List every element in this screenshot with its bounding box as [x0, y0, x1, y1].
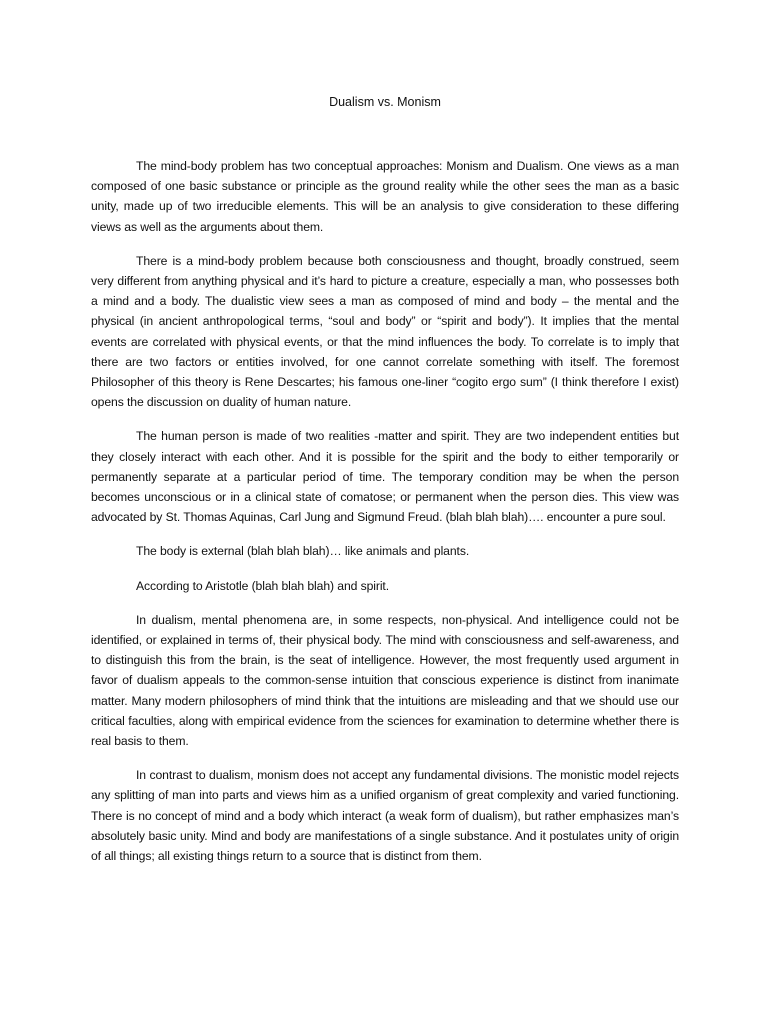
paragraph-dualism: In dualism, mental phenomena are, in some respects, non-physical. And intelligence could not be identified, or explained in terms of, their physical body. The mind with consciousness and self-awareness, and to distinguish this from the brain, is the seat of intelligence. However, the most frequently used argument in favor of dualism appeals to the common-sense intuition that conscious experience is distinct from inanimate matter. Many modern philosophers of mind think that the intuitions are misleading and that we should use our critical faculties, along with empirical evidence from the sciences for examination to determine whether there is real basis to them.	[91, 612, 679, 749]
paragraph-mind-body-problem: There is a mind-body problem because both consciousness and thought, broadly construed, seem very different from anything physical and it’s hard to picture a creature, especially a man, who possesses both a mind and a body. The dualistic view sees a man as composed of mind and body – the mental and the physical (in ancient anthropological terms, “soul and body” or “spirit and body”). It implies that the mental events are correlated with physical events, or that the mind influences the body. To correlate is to imply that there are two factors or entities involved, for one cannot correlate something with itself. The foremost Philosopher of this theory is Rene Descartes; his famous one-liner “cogito ergo sum” (I think therefore I exist) opens the discussion on duality of human nature.	[91, 253, 679, 410]
paragraph-intro: The mind-body problem has two conceptual approaches: Monism and Dualism. One views as a man composed of one basic substance or principle as the ground reality while the other sees the man as a basic unity, made up of two irreducible elements. This will be an analysis to give consideration to these differing views as well as the arguments about them.	[91, 159, 679, 234]
paragraph-aristotle: According to Aristotle (blah blah blah) and spirit.	[136, 578, 390, 593]
paragraph-monism: In contrast to dualism, monism does not accept any fundamental divisions. The monistic model rejects any splitting of man into parts and views him as a unified organism of great complexity and varied functioning. There is no concept of mind and a body which interact (a weak form of dualism), but rather emphasizes man’s absolutely basic unity. Mind and body are manifestations of a single substance. And it postulates unity of origin of all things; all existing things return to a source that is distinct from them.	[91, 768, 679, 864]
paragraph-body-external: The body is external (blah blah blah)… like animals and plants.	[136, 544, 470, 559]
document-title: Dualism vs. Monism	[329, 95, 441, 109]
paragraph-human-person: The human person is made of two realities -matter and spirit. They are two independent entities but they closely interact with each other. And it is possible for the spirit and the body to either temporarily or permanently separate at a particular period of time. The temporary condition may be when the person becomes unconscious or in a clinical state of comatose; or permanent when the person dies. This view was advocated by St. Thomas Aquinas, Carl Jung and Sigmund Freud. (blah blah blah)…. encounter a pure soul.	[91, 429, 679, 525]
document-body	[91, 156, 679, 880]
